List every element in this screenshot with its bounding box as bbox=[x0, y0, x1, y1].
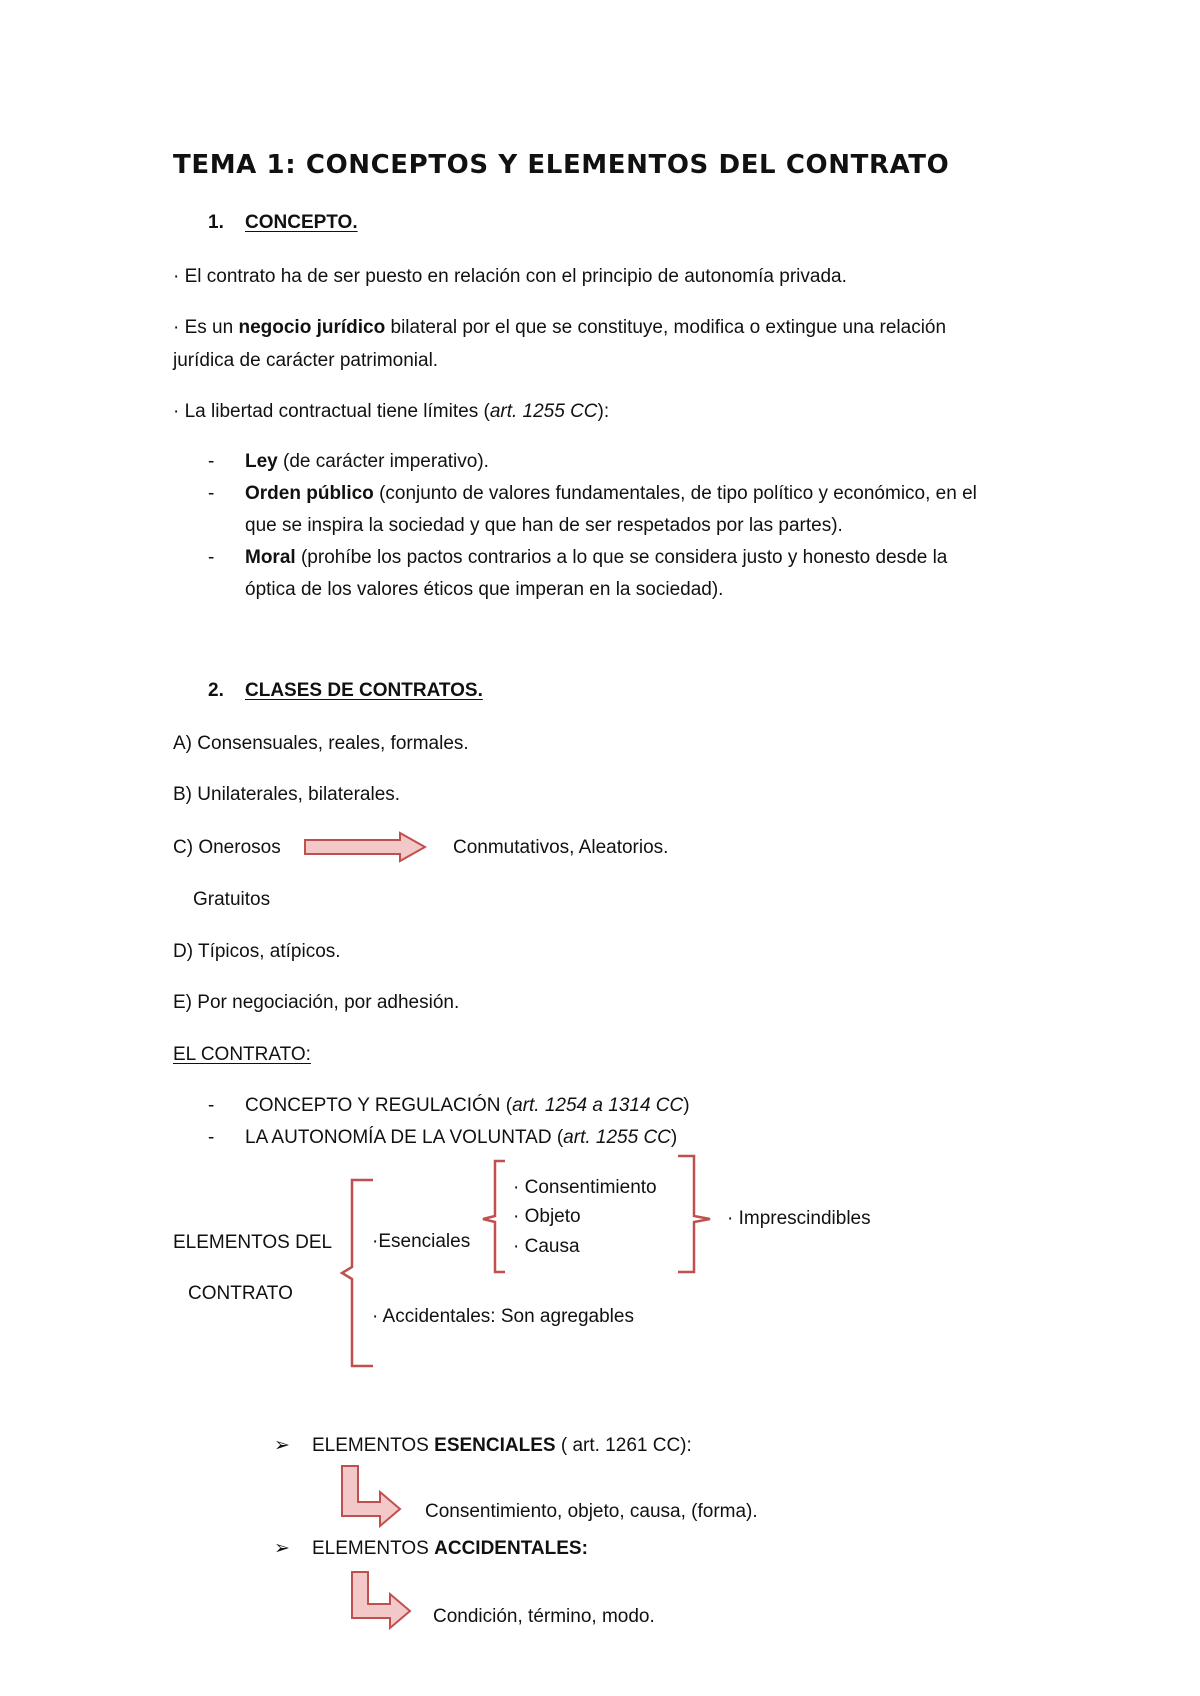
limit-dash: - bbox=[208, 451, 215, 472]
concept-paragraph-1: · El contrato ha de ser puesto en relación con el principio de autonomía privada. bbox=[173, 266, 847, 287]
right-arrow-icon bbox=[305, 833, 425, 861]
diagram-consentimiento: · Consentimiento bbox=[513, 1177, 657, 1198]
el-contrato-item-2: LA AUTONOMÍA DE LA VOLUNTAD (art. 1255 CC) bbox=[245, 1127, 678, 1148]
limit-moral: Moral (prohíbe los pactos contrarios a lo que se considera justo y honesto desde la bbox=[245, 547, 948, 568]
elementos-accidentales-heading: ELEMENTOS ACCIDENTALES: bbox=[312, 1538, 588, 1559]
main-bracket-icon bbox=[342, 1180, 373, 1366]
bullet-arrow-icon: ➢ bbox=[274, 1435, 290, 1456]
diagram-label-line1: ELEMENTOS DEL bbox=[173, 1232, 333, 1253]
diagram-esenciales: ·Esenciales bbox=[372, 1231, 471, 1252]
elementos-accidentales-list: Condición, término, modo. bbox=[433, 1606, 655, 1627]
el-contrato-heading: EL CONTRATO: bbox=[173, 1044, 311, 1065]
diagram-objeto: · Objeto bbox=[513, 1206, 581, 1227]
diagram-label-line2: CONTRATO bbox=[188, 1283, 293, 1304]
diagram-imprescindibles: · Imprescindibles bbox=[727, 1208, 871, 1229]
esenciales-bracket-icon bbox=[483, 1161, 505, 1272]
elementos-esenciales-list: Consentimiento, objeto, causa, (forma). bbox=[425, 1501, 758, 1522]
bent-arrow-icon bbox=[352, 1572, 410, 1628]
diagram-causa: · Causa bbox=[513, 1236, 580, 1257]
bullet-arrow-icon: ➢ bbox=[274, 1538, 290, 1559]
section1-number: 1. bbox=[208, 212, 224, 233]
class-c: C) Onerosos bbox=[173, 837, 281, 858]
imprescindibles-bracket-icon bbox=[678, 1156, 710, 1272]
limit-dash: - bbox=[208, 547, 215, 568]
class-b: B) Unilaterales, bilaterales. bbox=[173, 784, 401, 805]
el-contrato-dash: - bbox=[208, 1095, 215, 1116]
el-contrato-dash: - bbox=[208, 1127, 215, 1148]
limit-orden-publico: Orden público (conjunto de valores fundamentales, de tipo político y económico, en el bbox=[245, 483, 977, 504]
section2-number: 2. bbox=[208, 680, 224, 701]
class-d: D) Típicos, atípicos. bbox=[173, 941, 341, 962]
diagram-accidentales: · Accidentales: Son agregables bbox=[372, 1306, 634, 1327]
concept-paragraph-3: · La libertad contractual tiene límites (art. 1255 CC): bbox=[173, 401, 610, 422]
class-a: A) Consensuales, reales, formales. bbox=[173, 733, 469, 754]
limit-moral-line2: óptica de los valores éticos que imperan en la sociedad). bbox=[245, 579, 724, 600]
bent-arrow-icon bbox=[342, 1466, 400, 1526]
page-title: TEMA 1: CONCEPTOS Y ELEMENTOS DEL CONTRATO bbox=[173, 150, 950, 180]
elementos-esenciales-heading: ELEMENTOS ESENCIALES ( art. 1261 CC): bbox=[312, 1435, 692, 1456]
concept-paragraph-2: · Es un negocio jurídico bilateral por el que se constituye, modifica o extingue una relación bbox=[173, 317, 947, 338]
section2-heading: CLASES DE CONTRATOS. bbox=[245, 680, 483, 701]
limit-orden-publico-line2: que se inspira la sociedad y que han de ser respetados por las partes). bbox=[245, 515, 843, 536]
class-c-subtypes: Conmutativos, Aleatorios. bbox=[453, 837, 669, 858]
limit-dash: - bbox=[208, 483, 215, 504]
section1-heading: CONCEPTO. bbox=[245, 212, 358, 233]
el-contrato-item-1: CONCEPTO Y REGULACIÓN (art. 1254 a 1314 CC) bbox=[245, 1095, 690, 1116]
class-e: E) Por negociación, por adhesión. bbox=[173, 992, 460, 1013]
concept-paragraph-2-line2: jurídica de carácter patrimonial. bbox=[173, 350, 439, 371]
limit-ley: Ley (de carácter imperativo). bbox=[245, 451, 489, 472]
class-gratuitos: Gratuitos bbox=[193, 889, 271, 910]
